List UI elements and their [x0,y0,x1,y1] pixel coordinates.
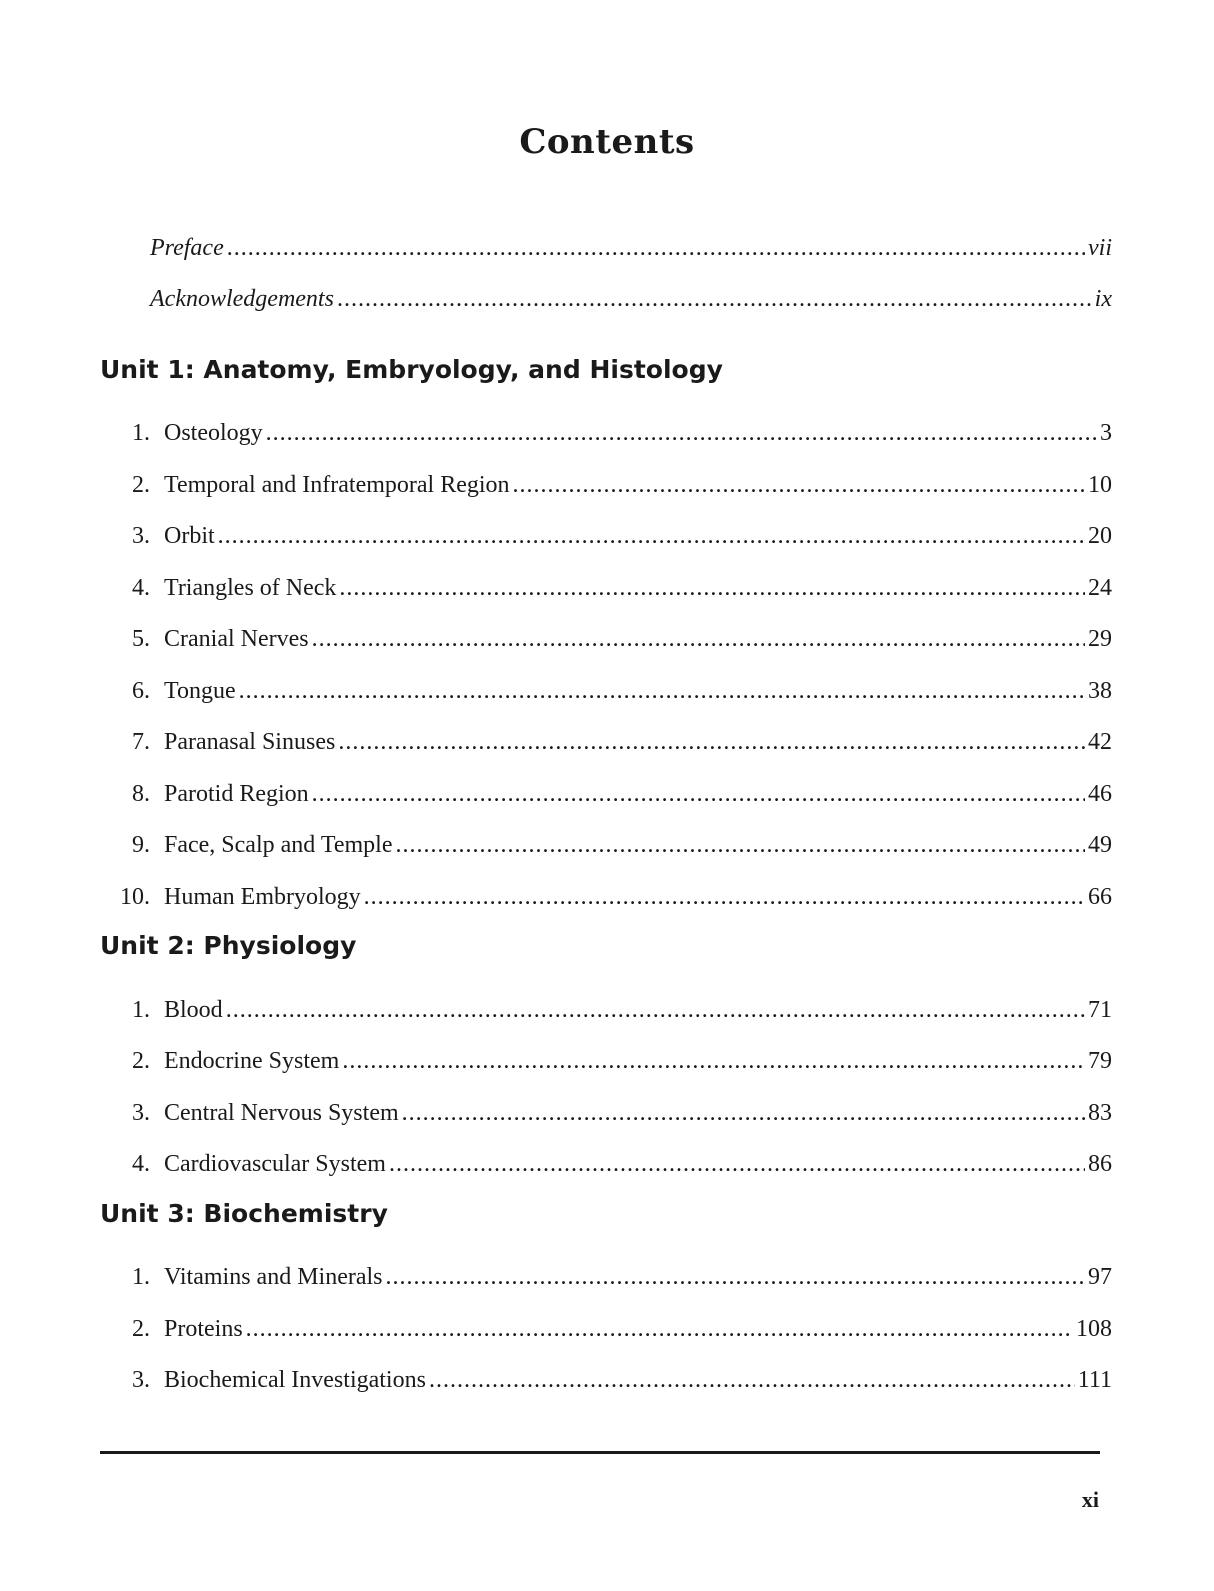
toc-entry[interactable] [100,1260,1112,1294]
dot-leader [402,1096,1085,1130]
dot-leader [239,674,1085,708]
toc-entry-title: Proteins [164,1316,243,1342]
toc-entry-title: Cranial Nerves [164,626,309,652]
dot-leader [337,282,1092,316]
toc-entry[interactable] [100,880,1112,914]
toc-entry[interactable] [100,828,1112,862]
toc-entry-page: 66 [1088,884,1112,910]
toc-entry[interactable] [100,777,1112,811]
toc-entry-page: 20 [1088,523,1112,549]
toc-entry[interactable] [100,468,1112,502]
toc-entry[interactable] [100,1312,1112,1346]
dot-leader [266,416,1097,450]
dot-leader [364,880,1085,914]
footer-rule [100,1451,1100,1454]
toc-entry-title: Temporal and Infratemporal Region [164,472,510,498]
toc-entry-title: Paranasal Sinuses [164,729,336,755]
toc-entry-title: Biochemical Investigations [164,1367,426,1393]
unit-heading: Unit 1: Anatomy, Embryology, and Histology [100,355,723,384]
footer-page-number: xi [1081,1487,1099,1512]
dot-leader [227,231,1085,265]
toc-entry-page: 3 [1100,420,1112,446]
toc-entry-number: 2. [132,1048,150,1074]
dot-leader [246,1312,1073,1346]
toc-entry-page: 24 [1088,575,1112,601]
dot-leader [513,468,1085,502]
toc-entry-number: 4. [132,575,150,601]
toc-entry-page: 46 [1088,781,1112,807]
toc-entry-title: Face, Scalp and Temple [164,832,393,858]
toc-entry-number: 1. [132,997,150,1023]
dot-leader [312,622,1085,656]
toc-entry-preface[interactable] [100,231,1112,265]
dot-leader [389,1147,1085,1181]
toc-entry-number: 3. [132,523,150,549]
toc-entry-number: 4. [132,1151,150,1177]
toc-entry-page: 49 [1088,832,1112,858]
toc-entry-page: 108 [1076,1316,1112,1342]
toc-entry[interactable] [100,1147,1112,1181]
toc-entry-title: Endocrine System [164,1048,340,1074]
dot-leader [339,571,1085,605]
dot-leader [312,777,1085,811]
toc-entry-title: Parotid Region [164,781,309,807]
toc-entry-number: 2. [132,1316,150,1342]
toc-entry[interactable] [100,725,1112,759]
toc-entry-page: ix [1094,286,1112,312]
toc-entry-page: 10 [1088,472,1112,498]
toc-entry-number: 8. [132,781,150,807]
toc-entry-number: 1. [132,1264,150,1290]
dot-leader [429,1363,1075,1397]
toc-entry-page: 86 [1088,1151,1112,1177]
toc-entry-number: 3. [132,1367,150,1393]
toc-entry-page: 29 [1088,626,1112,652]
toc-entry-number: 9. [132,832,150,858]
toc-entry-page: 79 [1088,1048,1112,1074]
toc-entry-title: Preface [150,235,224,261]
toc-entry-title: Triangles of Neck [164,575,337,601]
toc-entry[interactable] [100,416,1112,450]
toc-entry-title: Central Nervous System [164,1100,399,1126]
toc-entry-number: 7. [132,729,150,755]
dot-leader [218,519,1085,553]
toc-entry-number: 2. [132,472,150,498]
toc-entry-page: 83 [1088,1100,1112,1126]
toc-entry-title: Acknowledgements [150,286,334,312]
toc-entry[interactable] [100,519,1112,553]
dot-leader [338,725,1085,759]
toc-entry-page: 111 [1077,1367,1112,1393]
toc-entry-number: 1. [132,420,150,446]
toc-entry-page: 97 [1088,1264,1112,1290]
toc-entry-title: Orbit [164,523,215,549]
toc-entry[interactable] [100,571,1112,605]
toc-entry-page: vii [1088,235,1112,261]
toc-entry-acknowledgements[interactable] [100,282,1112,316]
page-title: Contents [519,122,695,162]
toc-entry-title: Tongue [164,678,236,704]
toc-entry-title: Vitamins and Minerals [164,1264,383,1290]
unit-heading: Unit 3: Biochemistry [100,1199,388,1228]
toc-entry[interactable] [100,622,1112,656]
toc-entry[interactable] [100,993,1112,1027]
toc-entry[interactable] [100,1044,1112,1078]
toc-entry-title: Cardiovascular System [164,1151,386,1177]
toc-entry[interactable] [100,1096,1112,1130]
toc-entry-number: 6. [132,678,150,704]
toc-entry-number: 10. [120,884,150,910]
unit-heading: Unit 2: Physiology [100,931,357,960]
toc-entry-page: 38 [1088,678,1112,704]
toc-entry[interactable] [100,674,1112,708]
toc-entry-title: Human Embryology [164,884,361,910]
toc-entry[interactable] [100,1363,1112,1397]
toc-entry-page: 42 [1088,729,1112,755]
toc-entry-number: 3. [132,1100,150,1126]
toc-entry-number: 5. [132,626,150,652]
toc-entry-page: 71 [1088,997,1112,1023]
toc-entry-title: Osteology [164,420,263,446]
dot-leader [342,1044,1085,1078]
toc-entry-title: Blood [164,997,223,1023]
dot-leader [386,1260,1085,1294]
dot-leader [226,993,1085,1027]
dot-leader [395,828,1085,862]
